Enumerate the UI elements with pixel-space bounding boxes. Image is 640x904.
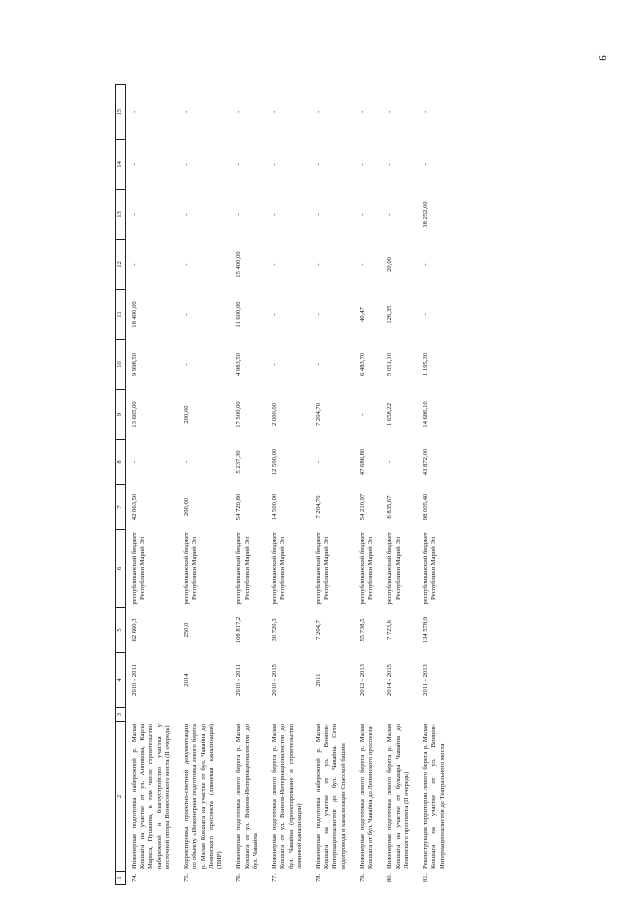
cell-col-8: 5 237,30 xyxy=(235,450,243,474)
cell-col-3 xyxy=(178,708,230,722)
cell-col-5: 7 204,7 xyxy=(314,620,322,640)
cell-col-2: Инженерная подготовка левого берега р. Малая Кокшага от ул. Воинов-Интернационалистов до бул. Чавайна (проектирование и строительство ливневой канализации) xyxy=(271,724,303,869)
cell-col-15: - xyxy=(422,110,430,113)
column-header-2: 2 xyxy=(116,722,126,872)
column-header-5: 5 xyxy=(116,608,126,653)
cell-col-10: - xyxy=(314,363,322,366)
table-row xyxy=(310,85,354,885)
cell-col-6: республиканский бюджет Республики Марий Эл xyxy=(183,532,199,605)
cell-col-14: - xyxy=(422,163,430,166)
column-header-6: 6 xyxy=(116,530,126,608)
cell-col-11: - xyxy=(422,313,430,316)
column-header-15: 15 xyxy=(116,85,126,140)
cell-col-6: республиканский бюджет Республики Марий Эл xyxy=(235,532,251,605)
cell-col-10: 1 195,30 xyxy=(422,352,430,377)
cell-col-6: республиканский бюджет Республики Марий Эл xyxy=(271,532,287,605)
cell-col-11: 11 600,00 xyxy=(235,301,243,328)
cell-col-7: 98 005,40 xyxy=(422,493,430,521)
cell-col-8: 43 872,00 xyxy=(422,448,430,476)
table-row xyxy=(266,85,310,885)
cell-col-4: 2014 xyxy=(183,673,191,687)
table-row xyxy=(354,85,381,885)
cell-col-11: - xyxy=(183,313,191,316)
column-header-7: 7 xyxy=(116,485,126,530)
cell-col-7: 42 063,50 xyxy=(131,493,138,521)
cell-col-14: - xyxy=(358,163,366,166)
cell-col-6: республиканский бюджет Республики Марий Эл xyxy=(358,532,375,605)
cell-col-5: 55 738,5 xyxy=(358,618,366,642)
cell-col-1: 78. xyxy=(314,873,322,882)
cell-col-11: - xyxy=(271,313,279,316)
cell-col-8: - xyxy=(314,460,322,464)
cell-col-2: Реконструкция территории левого берега р. Малая Кокшага на участке от ул. Воинов-Интернационалистов до Театрального моста xyxy=(422,724,446,869)
cell-col-9: 1 658,22 xyxy=(386,402,394,427)
column-header-10: 10 xyxy=(116,340,126,390)
cell-col-15: - xyxy=(386,110,394,113)
cell-col-5: 108 817,2 xyxy=(235,616,243,644)
cell-col-10: 4 983,50 xyxy=(235,352,243,377)
cell-col-4: 2011 xyxy=(314,673,322,687)
cell-col-9: 14 686,10 xyxy=(422,401,430,428)
cell-col-12: - xyxy=(422,263,430,266)
cell-col-10: 5 051,10 xyxy=(386,352,394,377)
cell-col-3 xyxy=(266,708,310,722)
cell-col-15: - xyxy=(271,110,279,113)
cell-col-4: 2010 - 2015 xyxy=(271,664,279,696)
cell-col-15: - xyxy=(314,110,322,113)
table-row xyxy=(230,85,266,885)
cell-col-1: 74. xyxy=(131,873,138,882)
cell-col-13: - xyxy=(235,213,243,216)
cell-col-5: 134 578,9 xyxy=(422,616,430,644)
cell-col-2: Инженерная подготовка набережной р. Малая Кокшага на участке от ул. Воинов-Интернационалистов до бул. Чавайна. Сети водопровода и канализации Спасской башни xyxy=(314,724,347,869)
cell-col-8: - xyxy=(131,460,138,464)
cell-col-2: Корректировка проектно-сметной документации по объекту «Инженерная подготовка левого берега р. Малая Кокшага на участке от бул. Чавайна до Ленинского проспекта (ливневая канализация) (ПИР) xyxy=(183,724,224,869)
cell-col-8: - xyxy=(386,460,394,464)
column-header-4: 4 xyxy=(116,653,126,708)
cell-col-4: 2010 - 2011 xyxy=(131,664,138,696)
cell-col-10: - xyxy=(183,363,191,366)
cell-col-8: - xyxy=(183,460,191,464)
cell-col-1: 79. xyxy=(358,873,366,882)
cell-col-15: - xyxy=(131,110,138,113)
cell-col-14: - xyxy=(235,163,243,166)
column-header-3: 3 xyxy=(116,708,126,722)
column-header-8: 8 xyxy=(116,440,126,485)
cell-col-7: 54 720,80 xyxy=(235,493,243,521)
cell-col-9: 2 000,00 xyxy=(271,402,279,427)
cell-col-11: 126,35 xyxy=(386,305,394,324)
table-row xyxy=(417,85,453,885)
cell-col-13: - xyxy=(314,213,322,216)
cell-col-12: - xyxy=(314,263,322,266)
cell-col-4: 2014 - 2015 xyxy=(386,664,394,696)
cell-col-14: - xyxy=(183,163,191,166)
table-body xyxy=(126,85,453,885)
cell-col-14: - xyxy=(314,163,322,166)
cell-col-3 xyxy=(381,708,417,722)
cell-col-3 xyxy=(417,708,453,722)
column-header-12: 12 xyxy=(116,240,126,290)
cell-col-12: 15 400,00 xyxy=(235,251,243,278)
cell-col-13: - xyxy=(386,213,394,216)
cell-col-7: 54 210,97 xyxy=(358,493,366,521)
table-row xyxy=(126,85,179,885)
cell-col-9: 7 204,70 xyxy=(314,402,322,427)
rotated-table-container xyxy=(115,85,615,885)
cell-col-2: Инженерная подготовка набережной р. Малая Кокшага на участке от ул. Анникова, Карла Маркса, Пушкина, в том числе строительство набережной и благоустройство участка у восточной опоры Вознесенского моста (II очередь) xyxy=(131,724,171,869)
data-table xyxy=(115,84,453,885)
cell-col-5: 7 723,6 xyxy=(386,620,394,640)
cell-col-12: - xyxy=(271,263,279,266)
cell-col-13: 38 252,00 xyxy=(422,201,430,228)
cell-col-2: Инженерная подготовка левого берега р. Малая Кокшага от ул. Воинов-Интернационалистов до бул. Чавайна xyxy=(235,724,259,869)
cell-col-12: - xyxy=(183,263,191,266)
cell-col-9: - xyxy=(358,413,366,416)
cell-col-6: республиканский бюджет Республики Марий Эл xyxy=(386,532,402,605)
cell-col-6: республиканский бюджет Республики Марий Эл xyxy=(314,532,331,605)
cell-col-15: - xyxy=(183,110,191,113)
cell-col-13: - xyxy=(358,213,366,216)
cell-col-9: 200,00 xyxy=(183,405,191,424)
cell-col-9: 17 500,00 xyxy=(235,401,243,428)
cell-col-1: 76. xyxy=(235,873,243,882)
cell-col-3 xyxy=(230,708,266,722)
cell-col-10: 9 998,50 xyxy=(131,352,138,377)
cell-col-7: 7 204,70 xyxy=(314,495,322,519)
cell-col-9: 13 665,00 xyxy=(131,401,138,428)
cell-col-1: 75. xyxy=(183,873,191,882)
cell-col-2: Инженерная подготовка левого берега р. Малая Кокшага от бул. Чавайна до Ленинского проспекта xyxy=(358,724,375,869)
cell-col-10: 6 483,70 xyxy=(358,352,366,377)
page-number: 9 xyxy=(595,55,608,61)
cell-col-13: - xyxy=(183,213,191,216)
cell-col-1: 80. xyxy=(386,873,394,882)
cell-col-4: 2012 - 2013 xyxy=(358,664,366,696)
column-header-9: 9 xyxy=(116,390,126,440)
header-row xyxy=(116,85,126,885)
column-header-1: 1 xyxy=(116,872,126,885)
cell-col-6: республиканский бюджет Республики Марий Эл xyxy=(131,532,147,605)
cell-col-4: 2010 - 2011 xyxy=(235,664,243,696)
cell-col-4: 2011 - 2013 xyxy=(422,664,430,696)
cell-col-7: 200,00 xyxy=(183,497,191,517)
cell-col-14: - xyxy=(131,163,138,166)
cell-col-5: 30 720,3 xyxy=(271,618,279,642)
cell-col-10: - xyxy=(271,363,279,366)
cell-col-2: Инженерная подготовка левого берега р. Малая Кокшага на участке от бульвара Чавайна до Ленинского проспекта (II очередь) xyxy=(386,724,410,869)
cell-col-7: 14 500,00 xyxy=(271,493,279,521)
cell-col-1: 77. xyxy=(271,873,279,882)
column-header-13: 13 xyxy=(116,190,126,240)
cell-col-1: 81. xyxy=(422,873,430,882)
cell-col-12: - xyxy=(358,263,366,266)
cell-col-12: - xyxy=(131,263,138,266)
cell-col-12: 20,00 xyxy=(386,257,394,272)
cell-col-8: 47 686,80 xyxy=(358,448,366,476)
cell-col-11: 40,47 xyxy=(358,307,366,322)
cell-col-14: - xyxy=(271,163,279,166)
cell-col-8: 12 500,00 xyxy=(271,448,279,476)
column-header-14: 14 xyxy=(116,140,126,190)
cell-col-7: 6 835,67 xyxy=(386,495,394,519)
cell-col-3 xyxy=(126,708,179,722)
cell-col-3 xyxy=(310,708,354,722)
cell-col-5: 62 660,3 xyxy=(131,618,138,642)
cell-col-14: - xyxy=(386,163,394,166)
cell-col-3 xyxy=(354,708,381,722)
cell-col-13: - xyxy=(271,213,279,216)
cell-col-5: 250,0 xyxy=(183,622,191,638)
cell-col-15: - xyxy=(235,110,243,113)
cell-col-13: - xyxy=(131,213,138,216)
cell-col-11: 18 400,00 xyxy=(131,301,138,328)
cell-col-6: республиканский бюджет Республики Марий Эл xyxy=(422,532,438,605)
cell-col-11: - xyxy=(314,313,322,316)
column-header-11: 11 xyxy=(116,290,126,340)
cell-col-15: - xyxy=(358,110,366,113)
table-row xyxy=(381,85,417,885)
table-row xyxy=(178,85,230,885)
